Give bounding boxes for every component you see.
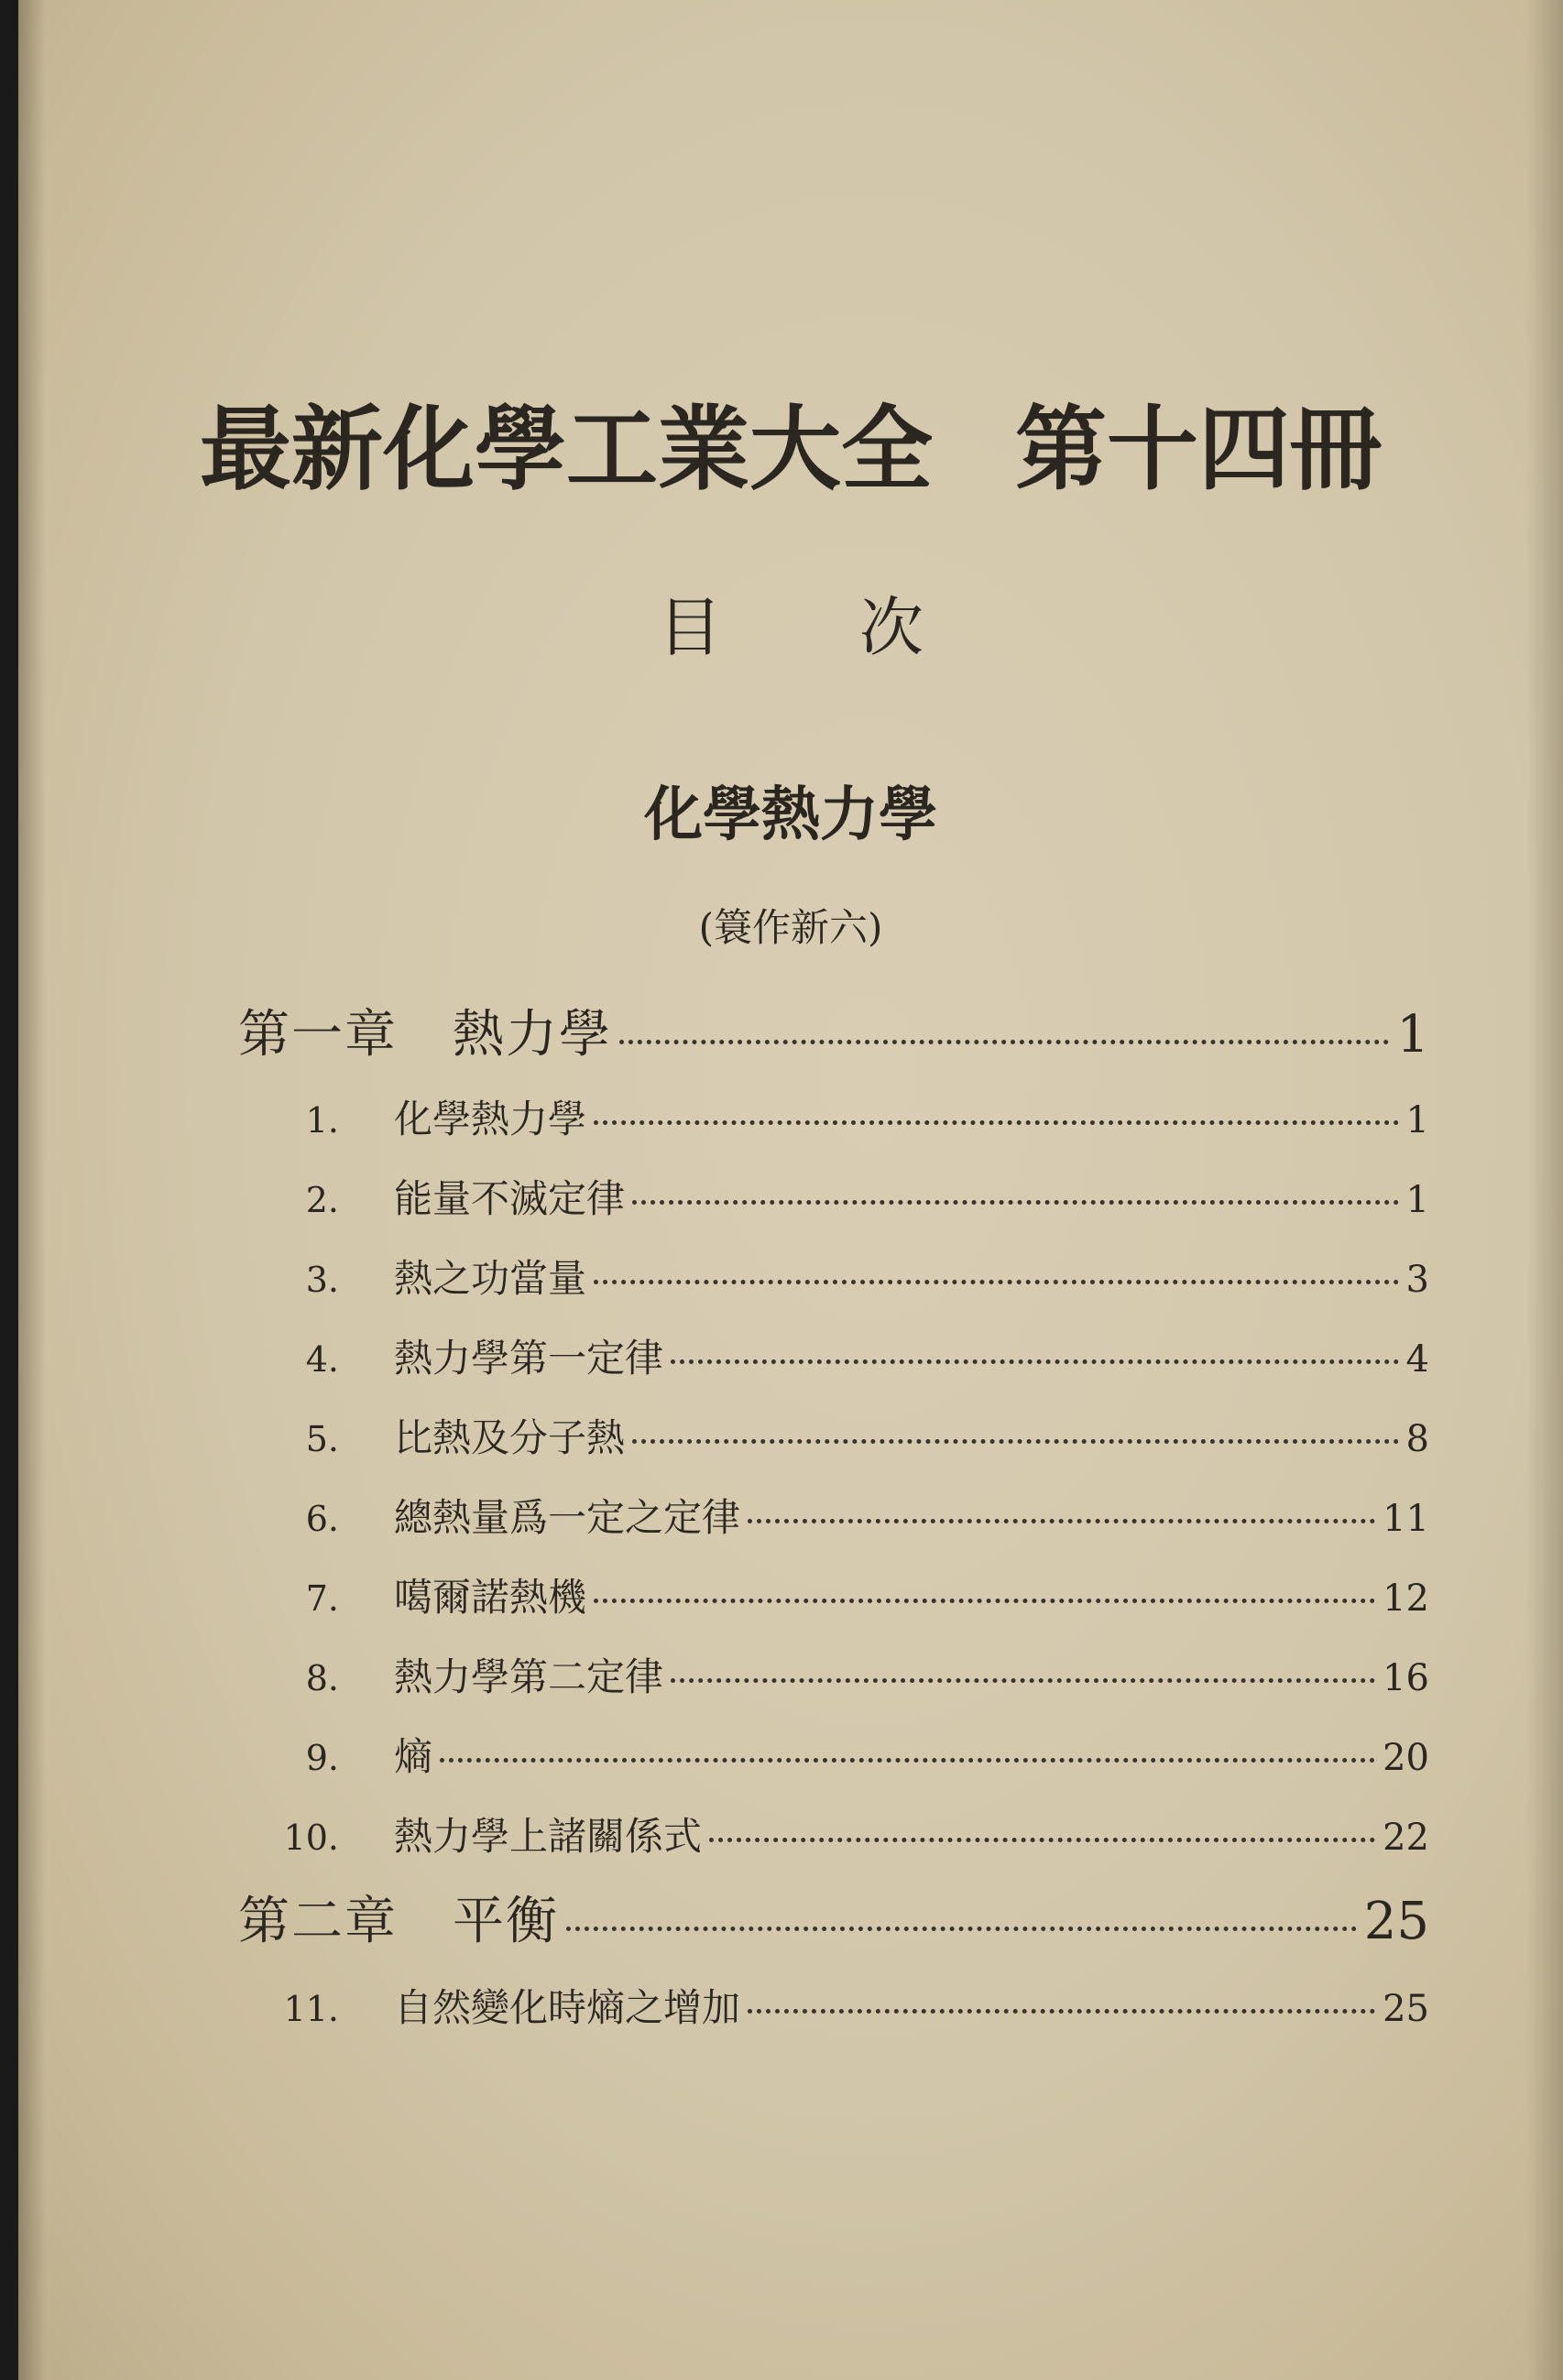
toc-heading-char-2: 次 <box>859 590 924 665</box>
dot-leader <box>440 1758 1375 1763</box>
section-author: (簑作新六) <box>698 905 883 950</box>
book-page <box>18 0 1563 2380</box>
page-number: 1 <box>1405 1099 1429 1141</box>
dot-leader <box>632 1200 1399 1205</box>
item-number: 6. <box>305 1499 339 1539</box>
page-number: 12 <box>1383 1578 1429 1620</box>
item-label: 化學熱力學 <box>394 1097 587 1141</box>
page-number: 25 <box>1383 1988 1429 2030</box>
dot-leader <box>594 1599 1375 1603</box>
item-number: 11. <box>283 1989 339 2029</box>
dot-leader <box>619 1040 1389 1044</box>
item-label: 自然變化時熵之增加 <box>394 1985 741 2030</box>
dot-leader <box>566 1927 1357 1931</box>
toc-item-2[interactable] <box>275 1170 1429 1228</box>
page-number: 11 <box>1383 1498 1429 1540</box>
page-number: 22 <box>1383 1817 1429 1859</box>
item-label: 能量不滅定律 <box>394 1176 626 1221</box>
page-number: 4 <box>1405 1338 1429 1381</box>
toc-item-3[interactable] <box>275 1250 1429 1308</box>
toc-item-10[interactable] <box>275 1807 1429 1866</box>
item-label: 熱之功當量 <box>394 1256 587 1301</box>
item-label: 比熱及分子熱 <box>394 1415 626 1460</box>
dot-leader <box>709 1838 1375 1842</box>
toc-item-9[interactable] <box>275 1728 1429 1786</box>
book-title-text: 最新化學工業大全 <box>200 395 933 503</box>
toc-item-11[interactable] <box>275 1979 1429 2037</box>
item-number: 2. <box>305 1180 339 1220</box>
toc-item-5[interactable] <box>275 1409 1429 1468</box>
dot-leader <box>594 1280 1399 1284</box>
toc-item-7[interactable] <box>275 1568 1429 1627</box>
dot-leader <box>671 1359 1399 1364</box>
item-number: 8. <box>305 1658 339 1698</box>
dot-leader <box>632 1439 1399 1444</box>
chapter-label: 第一章 熱力學 <box>238 1005 612 1064</box>
page-number: 8 <box>1405 1418 1429 1460</box>
item-label: 總熱量爲一定之定律 <box>394 1495 741 1540</box>
item-label: 熵 <box>394 1734 433 1779</box>
item-label: 噶爾諾熱機 <box>394 1575 587 1620</box>
toc-chapter-1[interactable] <box>238 999 1429 1072</box>
toc-heading-char-1: 目 <box>658 590 722 665</box>
section-title: 化學熱力學 <box>644 781 937 849</box>
page-number: 3 <box>1405 1259 1429 1301</box>
item-number: 7. <box>305 1578 339 1619</box>
item-number: 4. <box>305 1339 339 1380</box>
toc-item-8[interactable] <box>275 1648 1429 1707</box>
item-number: 1. <box>305 1100 339 1141</box>
toc-heading <box>18 586 1563 669</box>
item-number: 9. <box>305 1738 339 1778</box>
page-number: 25 <box>1363 1892 1429 1951</box>
item-label: 熱力學第一定律 <box>394 1336 664 1381</box>
dot-leader <box>748 1519 1375 1523</box>
toc-chapter-2[interactable] <box>238 1885 1429 1959</box>
book-title <box>18 394 1563 504</box>
item-number: 3. <box>305 1260 339 1300</box>
item-label: 熱力學上諸關係式 <box>394 1814 703 1859</box>
dot-leader <box>594 1120 1399 1125</box>
chapter-label: 第二章 平衡 <box>238 1892 559 1951</box>
toc-item-4[interactable] <box>275 1329 1429 1388</box>
toc-item-6[interactable] <box>275 1489 1429 1547</box>
item-number: 5. <box>305 1419 339 1459</box>
page-number: 20 <box>1383 1737 1429 1779</box>
page-number: 1 <box>1405 1179 1429 1221</box>
item-number: 10. <box>283 1818 339 1858</box>
dot-leader <box>748 2009 1375 2014</box>
page-number: 1 <box>1396 1005 1429 1064</box>
dot-leader <box>671 1678 1375 1683</box>
book-volume: 第十四冊 <box>1015 395 1382 503</box>
page-number: 16 <box>1383 1657 1429 1699</box>
toc-item-1[interactable] <box>275 1090 1429 1149</box>
item-label: 熱力學第二定律 <box>394 1654 664 1699</box>
